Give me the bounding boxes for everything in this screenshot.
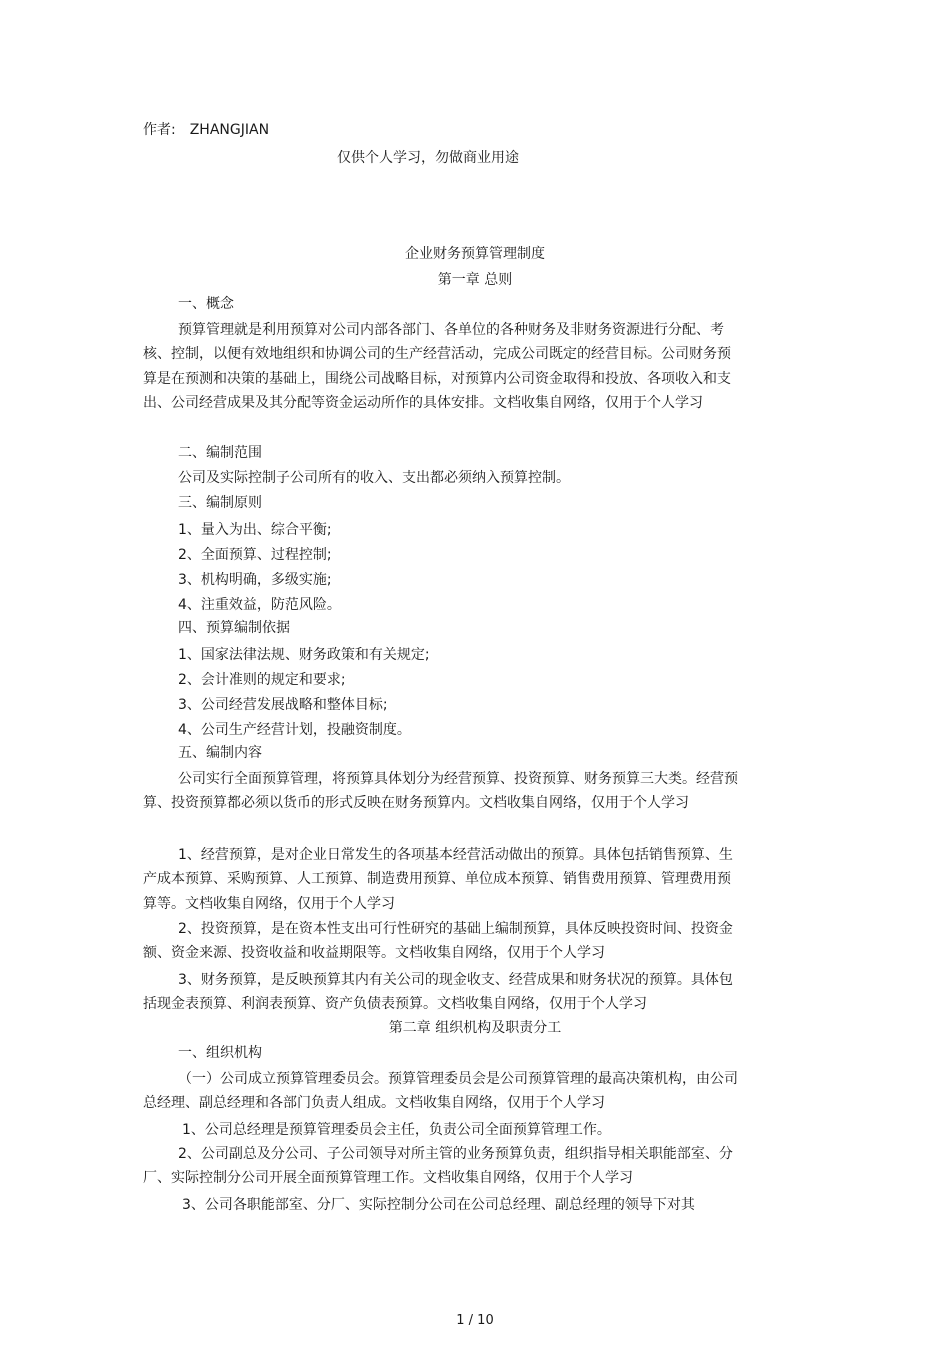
chapter1-title: 第一章 总则	[437, 272, 513, 288]
principle-item: 4、注重效益，防范风险。	[178, 597, 341, 613]
paragraph-financial-budget: 3、财务预算，是反映预算其内有关公司的现金收支、经营成果和财务状况的预算。具体包括现金表预算、利润表预算、资产负债表预算。文档收集自网络，仅用于个人学习	[143, 972, 733, 1013]
paragraph-concept: 预算管理就是利用预算对公司内部各部门、各单位的各种财务及非财务资源进行分配、考核、控制，以便有效地组织和协调公司的生产经营活动，完成公司既定的经营目标。公司财务预算是在预测和决策的基础上，围绕公司战略目标，对预算内公司资金取得和投放、各项收入和支出、公司经营成果及其分配等资金运动所作的具体安排。文档收集自网络，仅用于个人学习	[143, 322, 731, 412]
principle-item: 3、机构明确，多级实施;	[178, 572, 332, 588]
org-item: 1、公司总经理是预算管理委员会主任，负责公司全面预算管理工作。	[182, 1122, 611, 1138]
org-item: 3、公司各职能部室、分厂、实际控制分公司在公司总经理、副总经理的领导下对其	[182, 1197, 695, 1213]
page-number: 1 / 10	[456, 1313, 494, 1328]
paragraph-committee: （一）公司成立预算管理委员会。预算管理委员会是公司预算管理的最高决策机构，由公司总经理、副总经理和各部门负责人组成。文档收集自网络，仅用于个人学习	[143, 1071, 738, 1112]
chapter2-title: 第二章 组织机构及职责分工	[388, 1020, 562, 1036]
basis-item: 2、会计准则的规定和要求;	[178, 672, 346, 688]
basis-item: 1、国家法律法规、财务政策和有关规定;	[178, 647, 430, 663]
principle-item: 2、全面预算、过程控制;	[178, 547, 332, 563]
usage-notice: 仅供个人学习，勿做商业用途	[337, 150, 519, 166]
author-name: ZHANGJIAN	[189, 122, 270, 138]
principle-item: 1、量入为出、综合平衡;	[178, 522, 332, 538]
org-item: 2、公司副总及分公司、子公司领导对所主管的业务预算负责，组织指导相关职能部室、分厂、实际控制分公司开展全面预算管理工作。文档收集自网络，仅用于个人学习	[143, 1146, 733, 1187]
heading-content: 五、编制内容	[178, 745, 262, 761]
heading-principles: 三、编制原则	[178, 495, 262, 511]
heading-basis: 四、预算编制依据	[178, 620, 290, 636]
heading-scope: 二、编制范围	[178, 445, 262, 461]
heading-organization: 一、组织机构	[178, 1045, 262, 1061]
author-line	[143, 121, 269, 139]
paragraph-investment-budget: 2、投资预算，是在资本性支出可行性研究的基础上编制预算，具体反映投资时间、投资金额、资金来源、投资收益和收益期限等。文档收集自网络，仅用于个人学习	[143, 921, 733, 962]
paragraph-operating-budget: 1、经营预算，是对企业日常发生的各项基本经营活动做出的预算。具体包括销售预算、生产成本预算、采购预算、人工预算、制造费用预算、单位成本预算、销售费用预算、管理费用预算等。文档收集自网络，仅用于个人学习	[143, 847, 733, 912]
paragraph-content: 公司实行全面预算管理，将预算具体划分为经营预算、投资预算、财务预算三大类。经营预算、投资预算都必须以货币的形式反映在财务预算内。文档收集自网络，仅用于个人学习	[143, 771, 738, 812]
basis-item: 3、公司经营发展战略和整体目标;	[178, 697, 388, 713]
document-title: 企业财务预算管理制度	[405, 246, 545, 262]
heading-concept: 一、概念	[178, 296, 234, 312]
author-label: 作者:	[143, 122, 176, 138]
basis-item: 4、公司生产经营计划，投融资制度。	[178, 722, 411, 738]
paragraph-scope: 公司及实际控制子公司所有的收入、支出都必须纳入预算控制。	[178, 470, 570, 486]
